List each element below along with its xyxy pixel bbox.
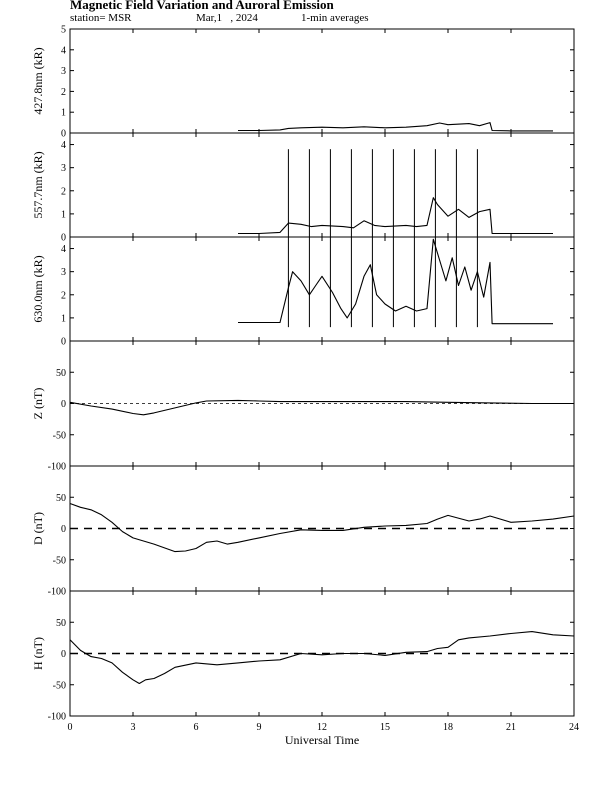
y-tick-label-3-0: -100	[47, 461, 66, 473]
series-line-5-0	[70, 632, 574, 684]
y-tick-label-3-2: 0	[61, 399, 66, 410]
x-tick-label-8: 24	[569, 722, 579, 733]
y-tick-label-5-3: 50	[56, 617, 66, 629]
y-axis-label-4: D (nT)	[31, 512, 45, 545]
x-tick-label-4: 12	[317, 722, 327, 733]
y-tick-label-5-0: -100	[47, 711, 66, 723]
y-tick-label-5-2: 0	[61, 649, 66, 660]
series-line-1-0	[238, 198, 553, 234]
y-tick-label-0-5: 5	[61, 24, 66, 36]
y-tick-label-0-2: 2	[61, 86, 66, 98]
y-tick-label-1-4: 4	[61, 140, 66, 152]
series-line-4-0	[70, 504, 574, 552]
y-tick-label-5-1: -50	[52, 680, 66, 692]
y-tick-label-2-4: 4	[61, 244, 66, 256]
chart-title: Magnetic Field Variation and Auroral Emission	[70, 0, 334, 12]
panel-frame-1	[70, 133, 574, 237]
y-axis-label-5: H (nT)	[31, 637, 45, 670]
y-tick-label-1-0: 0	[61, 232, 66, 244]
y-tick-label-0-3: 3	[61, 66, 66, 78]
y-tick-label-0-1: 1	[61, 107, 66, 119]
x-tick-label-7: 21	[506, 722, 516, 733]
y-tick-label-1-2: 2	[61, 186, 66, 198]
y-tick-label-2-1: 1	[61, 313, 66, 325]
x-tick-label-3: 9	[256, 722, 262, 733]
x-tick-label-5: 15	[380, 722, 390, 733]
y-tick-label-4-2: 0	[61, 524, 66, 535]
station-label: station= MSR	[70, 12, 132, 24]
x-tick-label-6: 18	[443, 722, 453, 733]
y-tick-label-2-2: 2	[61, 290, 66, 302]
x-axis-label: Universal Time	[284, 733, 360, 747]
averages-label: 1-min averages	[301, 12, 369, 24]
panel-frame-0	[70, 29, 574, 133]
y-tick-label-0-0: 0	[61, 128, 66, 140]
y-axis-label-0: 427.8nm (kR)	[31, 47, 45, 115]
series-line-3-0	[70, 400, 574, 414]
series-line-0-0	[238, 123, 553, 131]
date-label: Mar,1 , 2024	[196, 12, 258, 24]
y-tick-label-3-3: 50	[56, 367, 66, 379]
y-axis-label-3: Z (nT)	[31, 387, 45, 420]
y-tick-label-3-1: -50	[52, 430, 66, 442]
x-tick-label-2: 6	[193, 722, 199, 733]
x-tick-label-1: 3	[130, 722, 136, 733]
panel-frame-2	[70, 237, 574, 341]
y-tick-label-4-0: -100	[47, 586, 66, 598]
series-line-2-0	[238, 239, 553, 323]
y-tick-label-4-1: -50	[52, 555, 66, 567]
y-axis-label-1: 557.7nm (kR)	[31, 151, 45, 219]
y-tick-label-2-0: 0	[61, 336, 66, 348]
y-tick-label-4-3: 50	[56, 492, 66, 504]
x-tick-label-0: 0	[67, 722, 73, 733]
y-axis-label-2: 630.0nm (kR)	[31, 255, 45, 323]
y-tick-label-0-4: 4	[61, 45, 66, 57]
y-tick-label-2-3: 3	[61, 267, 66, 279]
y-tick-label-1-1: 1	[61, 209, 66, 221]
y-tick-label-1-3: 3	[61, 163, 66, 175]
